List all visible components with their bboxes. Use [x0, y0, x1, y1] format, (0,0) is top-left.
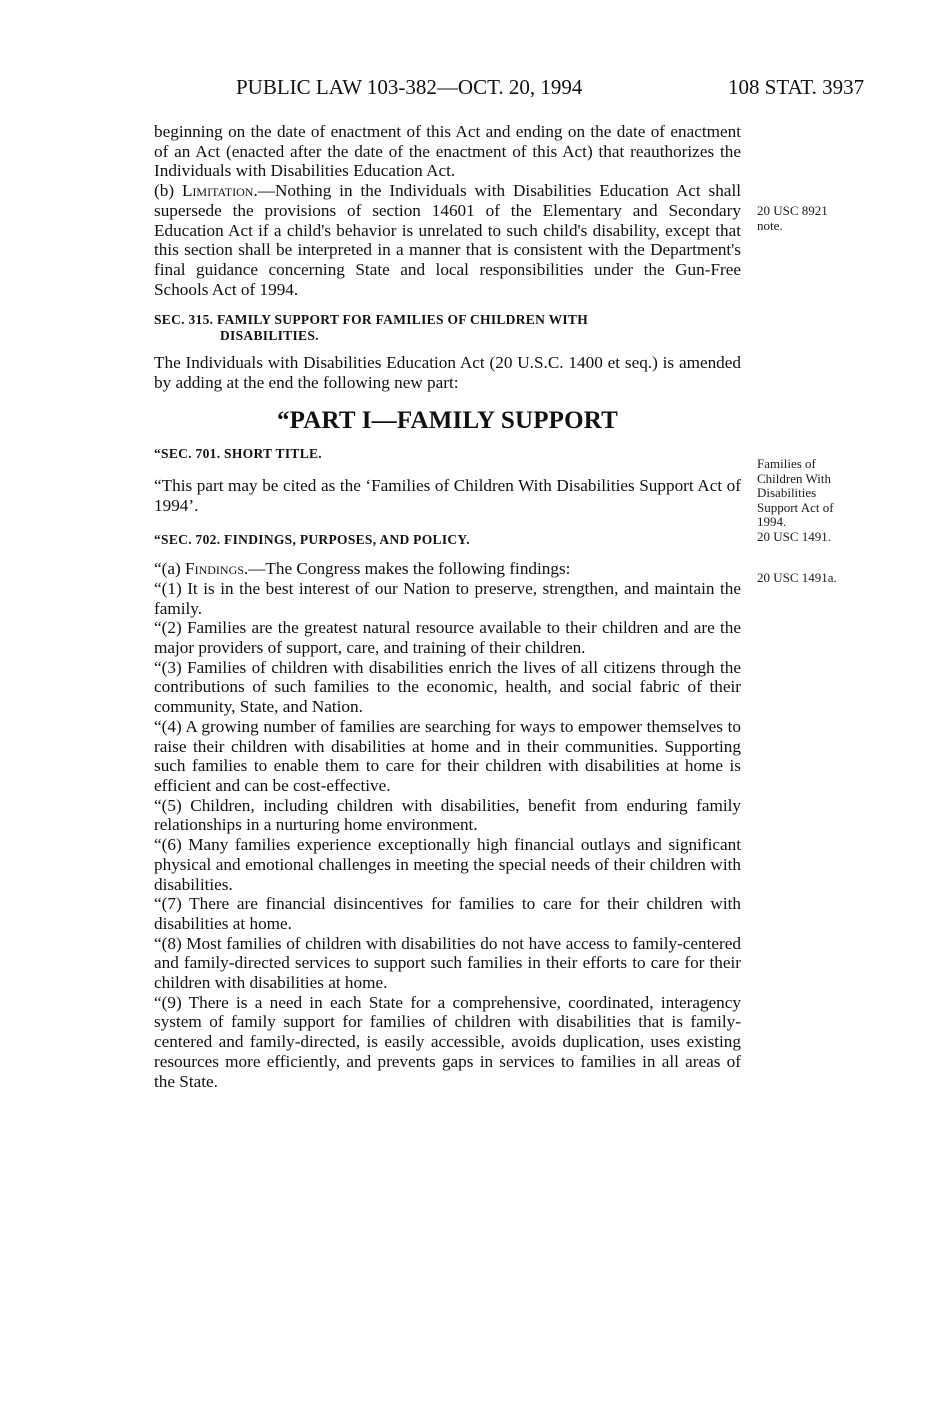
page-header — [0, 75, 950, 105]
paragraph-continuation: beginning on the date of enactment of this Act and ending on the date of enactment of an Act (enacted after the date of the enactment of this Act) that reauthorizes the Individuals with Disabilities Education Act. — [154, 122, 741, 181]
subsection-caption: Findings — [185, 559, 244, 579]
paragraph-short-title: “This part may be cited as the ‘Families of Children With Disabilities Support Act of 1994’. — [154, 476, 741, 515]
finding-4: “(4) A growing number of families are searching for ways to empower themselves to raise their children with disabilities at home and in their communities. Supporting such families to enable them to care for their children with disabilities at home is efficient and can be cost-effective. — [154, 716, 741, 795]
statute-page-number: 108 STAT. 3937 — [728, 75, 865, 99]
finding-8: “(8) Most families of children with disabilities do not have access to family-centered and family-directed services to support such families in their efforts to care for their children with disabilities at home. — [154, 933, 741, 993]
margin-note-short-title — [757, 457, 877, 544]
finding-6: “(6) Many families experience exceptionally high financial outlays and significant physical and emotional challenges in meeting the special needs of their children with disabilities. — [154, 835, 741, 894]
section-heading-line2: DISABILITIES. — [220, 328, 319, 344]
subsection-label: “(a) — [154, 559, 186, 579]
subsection-caption: Limitation — [181, 181, 254, 201]
finding-1: “(1) It is in the best interest of our Nation to preserve, strengthen, and maintain the family. — [154, 578, 741, 618]
subsection-label: (b) — [154, 181, 182, 201]
section-heading-315 — [154, 312, 741, 344]
margin-note-line: Families of — [757, 456, 816, 471]
margin-note-line: 1994. — [757, 514, 787, 529]
margin-note-line: 20 USC 8921 — [757, 203, 828, 218]
finding-9: “(9) There is a need in each State for a comprehensive, coordinated, interagency system of family support for families of children with disabilities that is family-centered and family-directed, is easily accessible, avoids duplication, uses existing resources more efficiently, and prevents gaps in services to families in all areas of the State. — [154, 992, 741, 1091]
subsection-text: .—Nothing in the Individuals with Disabilities Education Act shall supersede the provisions of section 14601 of the Elementary and Secondary Education Act if a child's behavior is unrelated to such child's disability, except that this section shall be interpreted in a manner that is consistent with the Department's final guidance concerning State and local responsibilities under the Gun-Free Schools Act of 1994. — [154, 181, 741, 299]
finding-2: “(2) Families are the greatest natural resource available to their children and are the major providers of support, care, and training of their children. — [154, 618, 741, 658]
paragraph-limitation — [154, 181, 741, 299]
margin-note-line: 20 USC 1491. — [757, 528, 832, 544]
margin-note-line: Support Act of — [757, 499, 834, 515]
margin-note-1491a — [757, 571, 877, 586]
subsection-text: .—The Congress makes the following findings: — [243, 559, 571, 579]
part-title: “PART I—FAMILY SUPPORT — [276, 406, 619, 434]
paragraph-amendment: The Individuals with Disabilities Education Act (20 U.S.C. 1400 et seq.) is amended by adding at the end the following new part: — [154, 353, 741, 393]
margin-note-line: Disabilities — [757, 485, 817, 500]
margin-note-line: note. — [757, 217, 783, 233]
finding-7: “(7) There are financial disincentives for families to care for their children with disabilities at home. — [154, 894, 741, 933]
running-head: PUBLIC LAW 103-382—OCT. 20, 1994 — [236, 75, 583, 99]
main-text-column — [154, 122, 741, 1091]
finding-5: “(5) Children, including children with disabilities, benefit from enduring family relationships in a nurturing home environment. — [154, 795, 741, 835]
finding-3: “(3) Families of children with disabilities enrich the lives of all citizens through the contributions of such families to the economic, health, and social fabric of their community, State, and Nation. — [154, 657, 741, 717]
section-heading-701: “SEC. 701. SHORT TITLE. — [154, 446, 322, 462]
margin-note-line: Children With — [757, 470, 831, 486]
section-heading-702: “SEC. 702. FINDINGS, PURPOSES, AND POLICY. — [154, 531, 470, 547]
margin-note-8921 — [757, 204, 877, 233]
margin-note-line: 20 USC 1491a. — [757, 570, 837, 585]
section-heading-line1: SEC. 315. FAMILY SUPPORT FOR FAMILIES OF CHILDREN WITH — [154, 312, 589, 328]
paragraph-findings-intro — [154, 559, 741, 579]
